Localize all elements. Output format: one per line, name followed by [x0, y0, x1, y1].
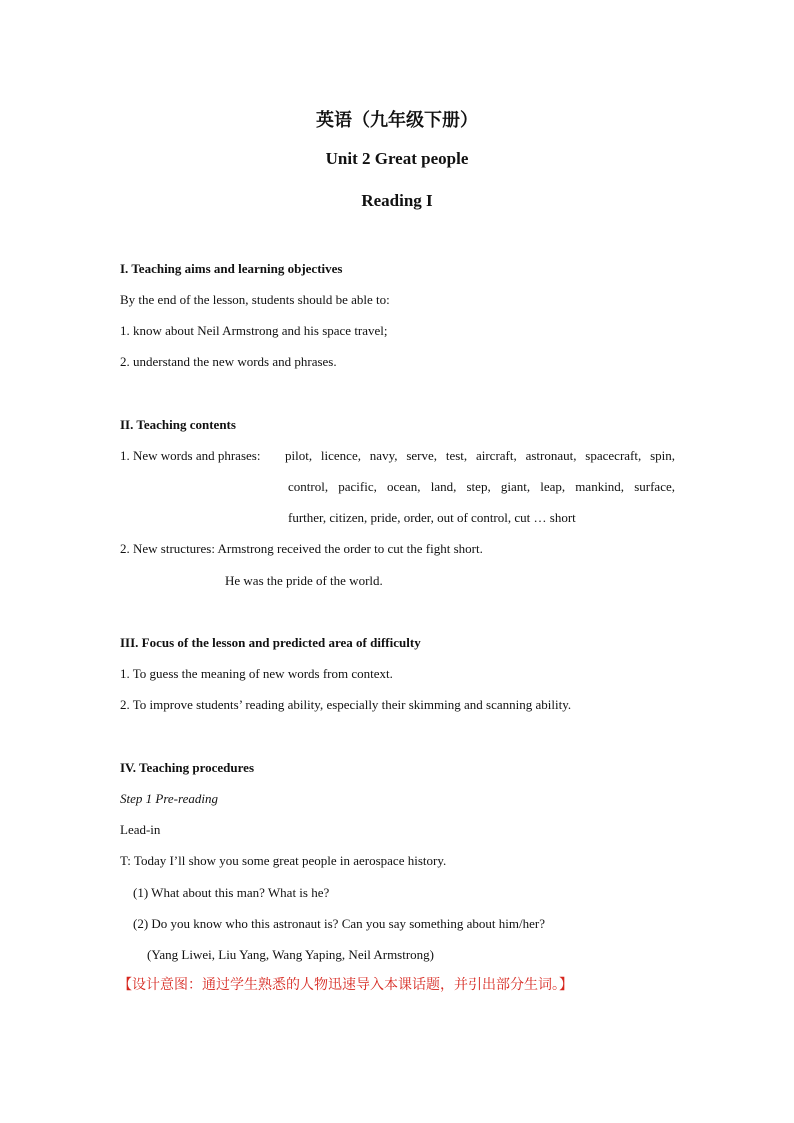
design-intent-note: 【设计意图：通过学生熟悉的人物迅速导入本课话题，并引出部分生词。】: [118, 977, 573, 993]
lead-in-label: Lead-in: [120, 822, 161, 837]
astronaut-names: (Yang Liwei, Liu Yang, Wang Yaping, Neil Armstrong): [147, 947, 435, 962]
course-title: 英语（九年级下册）: [316, 110, 478, 130]
section-1-heading: I. Teaching aims and learning objectives: [120, 261, 343, 276]
new-structures-line: 2. New structures: Armstrong received the order to cut the fight short.: [120, 541, 483, 556]
section-3-item: 2. To improve students’ reading ability, especially their skimming and scanning ability.: [120, 697, 572, 712]
section-1-item: 1. know about Neil Armstrong and his space travel;: [120, 323, 388, 338]
section-2-heading: II. Teaching contents: [120, 417, 236, 432]
section-3-item: 1. To guess the meaning of new words from context.: [120, 666, 393, 681]
section-1-item: 2. understand the new words and phrases.: [120, 354, 337, 369]
question-2: (2) Do you know who this astronaut is? Can you say something about him/her?: [133, 916, 545, 931]
question-1: (1) What about this man? What is he?: [133, 885, 330, 900]
step-title: Step 1 Pre-reading: [120, 791, 218, 806]
teacher-line: T: Today I’ll show you some great people in aerospace history.: [120, 853, 447, 868]
lesson-title: Reading I: [361, 191, 433, 210]
unit-title: Unit 2 Great people: [325, 149, 469, 168]
new-words-line: further, citizen, pride, order, out of control, cut … short: [288, 510, 576, 525]
section-4-heading: IV. Teaching procedures: [120, 760, 255, 775]
new-words-label: 1. New words and phrases:: [120, 448, 261, 463]
section-1-intro: By the end of the lesson, students should be able to:: [120, 292, 390, 307]
new-structures-line: He was the pride of the world.: [225, 573, 383, 588]
new-words-line: pilot, licence, navy, serve, test, aircraft, astronaut, spacecraft, spin,: [285, 448, 675, 463]
section-3-heading: III. Focus of the lesson and predicted area of difficulty: [120, 635, 421, 650]
new-words-line: control, pacific, ocean, land, step, giant, leap, mankind, surface,: [288, 479, 675, 494]
